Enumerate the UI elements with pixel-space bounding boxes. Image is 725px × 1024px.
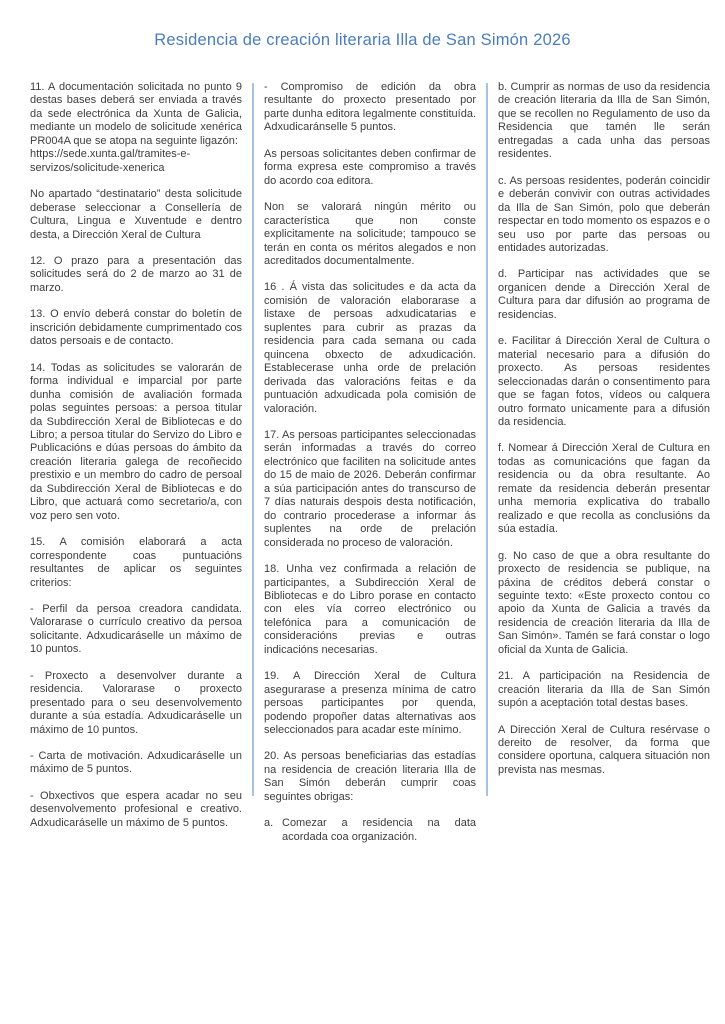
paragraph: - Proxecto a desenvolver durante a residencia. Valorarase o proxecto presentado para o seu desenvolvemento durante a súa estadía. Adxudicaráselle un máximo de 10 puntos. [30,669,242,736]
paragraph: No apartado “destinatario” desta solicitude deberase seleccionar a Consellería de Cultura, Lingua e Xuventude e dentro desta, a Dirección Xeral de Cultura [30,188,242,241]
paragraph: Non se valorará ningún mérito ou característica que non conste explicitamente na solicitude; tampouco se terán en conta os méritos alegados e non acreditados documentalmente. [264,201,476,267]
paragraph: 21. A participación na Residencia de creación literaria da Illa de San Simón supón a aceptación total destas bases. [498,670,710,710]
paragraph: f. Nomear á Dirección Xeral de Cultura en todas as comunicacións que fagan da residencia ou da obra resultante. Ao remate da residencia deberán presentar unha memoria explicativa do traballo realizado e que recolla as conclusións da súa estadía. [498,442,710,536]
paragraph: 17. As persoas participantes seleccionadas serán informadas a través do correo electrónico que faciliten na solicitude antes do 15 de maio de 2026. Deberán confirmar a súa participación antes do transcurso de 7 días naturais despois desta notificación, do contrario procederase a informar ás suplentes na orde de prelación considerada no proceso de valoración. [264,428,476,549]
column-1 [30,81,242,844]
column-2 [264,81,476,844]
paragraph: 15. A comisión elaborará a acta correspondente coas puntuacións resultantes de aplicar os seguintes criterios: [30,536,242,589]
columns-container [30,81,710,844]
paragraph: 20. As persoas beneficiarias das estadías na residencia de creación literaria Illa de San Simón deberán cumprir coas seguintes obrigas: [264,750,476,803]
column-3 [498,81,710,844]
list-item-label: a. [264,817,274,830]
page-title: Residencia de creación literaria Illa de San Simón 2026 [154,31,571,49]
paragraph: g. No caso de que a obra resultante do proxecto de residencia se publique, na páxina de créditos deberá constar o seguinte texto: «Este proxecto contou co apoio da Xunta de Galicia a través da residencia de creación literaria da Illa de San Simón». Tamén se fará constar o logo oficial da Xunta de Galicia. [498,549,710,656]
paragraph: 16 . Á vista das solicitudes e da acta da comisión de valoración elaborarase a listaxe de persoas adxudicatarias e suplentes para cubrir as prazas da residencia para cada semana ou cada quincena obxecto de adxudicación. Establecerase unha orde de prelación derivada das valoracións feitas e da puntuación adxudicada pola comisión de valoración. [264,281,476,415]
paragraph: d. Participar nas actividades que se organicen dende a Dirección Xeral de Cultura para dar difusión ao programa de residencias. [498,268,710,321]
column-divider-2 [486,83,488,796]
paragraph: - Compromiso de edición da obra resultante do proxecto presentado por parte dunha editora legalmente constituída. Adxudicaránselle 5 puntos. [264,81,476,134]
paragraph: - Carta de motivación. Adxudicaráselle un máximo de 5 puntos. [30,750,242,776]
paragraph: As persoas solicitantes deben confirmar de forma expresa este compromiso a través do acordo coa editora. [264,147,476,187]
paragraph: - Perfil da persoa creadora candidata. Valorarase o currículo creativo da persoa solicitante. Adxudicaráselle un máximo de 10 puntos. [30,602,242,656]
column-divider-1 [252,83,254,796]
paragraph: b. Cumprir as normas de uso da residencia de creación literaria da Illa de San Simón, que se recollen no Regulamento de uso da Residencia que tamén lle serán entregadas a cada unha das persoas residentes. [498,81,710,161]
paragraph: - Obxectivos que espera acadar no seu desenvolvemento profesional e creativo. Adxudicaráselle un máximo de 5 puntos. [30,789,242,829]
paragraph: 19. A Dirección Xeral de Cultura asegurarase a presenza mínima de catro persoas participantes por quenda, podendo propoñer datas alternativas aos seleccionados para acadar este mínimo. [264,670,476,737]
list-item-text: Comezar a residencia na data acordada coa organización. [282,817,476,843]
paragraph: e. Facilitar á Dirección Xeral de Cultura o material necesario para a difusión do proxecto. As persoas residentes seleccionadas darán o consentimento para que se fagan fotos, vídeos ou calquera outro formato unicamente para a difusión da residencia. [498,335,710,428]
paragraph: 14. Todas as solicitudes se valorarán de forma individual e imparcial por parte dunha comisión de avaliación formada polas seguintes persoas: a persoa titular da Subdirección Xeral de Bibliotecas e do Libro; a persoa titular do Servizo do Libro e Publicacións e dúas persoas do ámbito da creación literaria galega de recoñecido prestixio e un membro do cadro de persoal da Subdirección Xeral de Bibliotecas e do Libro, que actuará como secretario/a, con voz pero sen voto. [30,361,242,522]
paragraph: 13. O envío deberá constar do boletín de inscrición debidamente cumprimentado cos datos persoais e de contacto. [30,308,242,348]
paragraph: c. As persoas residentes, poderán coincidir e deberán convivir con outras actividades da Illa de San Simón, polo que deberán respectar en todo momento os espazos e o seu uso por parte das persoas ou entidades autorizadas. [498,174,710,254]
paragraph: 11. A documentación solicitada no punto 9 destas bases deberá ser enviada a través da sede electrónica da Xunta de Galicia, mediante un modelo de solicitude xenérica PR004A que se atopa na seguinte ligazón: https://sede.xunta.gal/tramites-e-servizos/solicitude-xenerica [30,81,242,174]
link-url[interactable]: https://sede.xunta.gal/tramites-e-servizos/solicitude-xenerica [30,148,191,174]
paragraph: 12. O prazo para a presentación das solicitudes será do 2 de marzo ao 31 de marzo. [30,254,242,294]
lettered-list-item [264,817,476,844]
paragraph: 18. Unha vez confirmada a relación de participantes, a Subdirección Xeral de Bibliotecas e do Libro porase en contacto con eles vía correo electrónico ou telefónica para a comunicación de consideracións previas e outras indicacións necesarias. [264,563,476,656]
paragraph: A Dirección Xeral de Cultura resérvase o dereito de resolver, da forma que considere oportuna, calquera situación non prevista nas mesmas. [498,723,710,776]
